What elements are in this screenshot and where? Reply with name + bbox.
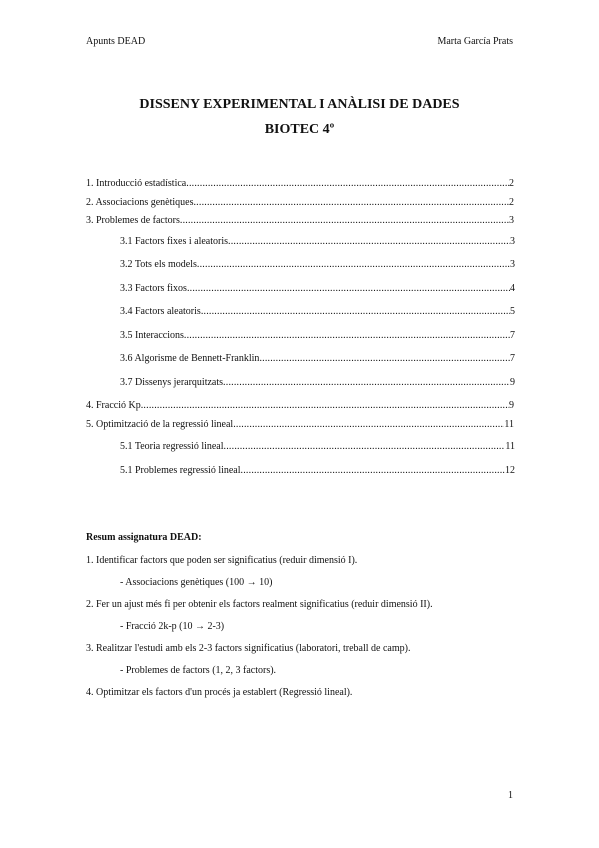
toc-entry-page: 11 [504,419,514,430]
toc-entry-page: 12 [505,465,515,476]
toc-entry[interactable] [120,259,515,270]
toc-entry-title: 5. Optimització de la regressió lineal [86,419,234,430]
toc-entry-title: 3.5 Interaccions [120,330,184,341]
toc-leader [184,330,510,341]
summary-item: 1. Identificar factors que poden ser significatius (reduir dimensió I). [86,555,358,566]
toc-entry[interactable] [120,236,515,247]
toc-entry[interactable] [86,419,514,430]
toc-entry[interactable] [86,215,514,226]
toc-entry-page: 3 [510,236,515,247]
header-left: Apunts DEAD [86,36,146,47]
summary-item: 2. Fer un ajust més fi per obtenir els factors realment significatius (reduir dimensió II). [86,599,433,610]
toc-leader [224,441,506,452]
toc-leader [228,236,510,247]
toc-entry-title: 1. Introducció estadística [86,178,187,189]
summary-item: 3. Realitzar l'estudi amb els 2-3 factors significatius (laboratori, treball de camp). [86,643,411,654]
header-right: Marta García Prats [437,36,513,47]
summary-heading: Resum assignatura DEAD: [86,532,202,543]
toc-entry-title: 3.7 Dissenys jerarquitzats [120,377,224,388]
toc-entry-title: 3.4 Factors aleatoris [120,306,201,317]
toc-entry-page: 2 [509,197,514,208]
toc-entry[interactable] [86,178,514,189]
toc-entry-page: 3 [509,215,514,226]
toc-entry[interactable] [86,400,514,411]
toc-entry-page: 7 [510,330,515,341]
toc-entry-page: 3 [510,259,515,270]
toc-entry-title: 5.1 Teoria regressió lineal [120,441,224,452]
toc-entry-page: 11 [505,441,515,452]
toc-entry-title: 3.1 Factors fixes i aleatoris [120,236,229,247]
toc-entry[interactable] [120,353,515,364]
toc-entry[interactable] [86,197,514,208]
toc-entry-page: 9 [509,400,514,411]
toc-entry[interactable] [120,283,515,294]
document-title: DISSENY EXPERIMENTAL I ANÀLISI DE DADES [139,97,460,112]
summary-item: 4. Optimitzar els factors d'un procés ja establert (Regressió lineal). [86,687,353,698]
toc-leader [259,353,510,364]
toc-entry-title: 5.1 Problemes regressió lineal [120,465,241,476]
toc-leader [233,419,504,430]
toc-entry[interactable] [120,441,515,452]
toc-entry-title: 3.2 Tots els models [120,259,197,270]
toc-entry[interactable] [120,465,515,476]
toc-entry-page: 2 [509,178,514,189]
toc-entry[interactable] [120,330,515,341]
toc-leader [180,215,509,226]
toc-entry-page: 4 [510,283,515,294]
toc-entry[interactable] [120,306,515,317]
document-subtitle: BIOTEC 4º [264,122,335,137]
toc-leader [197,259,510,270]
toc-leader [186,178,509,189]
toc-entry-page: 9 [510,377,515,388]
toc-entry-title: 3.6 Algorisme de Bennett-Franklin [120,353,260,364]
toc-leader [241,465,505,476]
toc-leader [187,283,510,294]
toc-entry-page: 7 [510,353,515,364]
toc-entry-title: 2. Associacions genètiques [86,197,194,208]
page-number: 1 [508,790,513,801]
summary-subitem: - Fracció 2k-p (10 → 2-3) [120,621,225,632]
summary-subitem: - Problemes de factors (1, 2, 3 factors). [120,665,277,676]
summary-subitem: - Associacions genètiques (100 → 10) [120,577,273,588]
toc-entry-page: 5 [510,306,515,317]
toc-entry-title: 4. Fracció Kp [86,400,141,411]
toc-leader [201,306,510,317]
toc-leader [223,377,510,388]
toc-entry-title: 3.3 Factors fixos [120,283,187,294]
toc-leader [193,197,509,208]
toc-leader [141,400,509,411]
toc-entry[interactable] [120,377,515,388]
toc-entry-title: 3. Problemes de factors [86,215,180,226]
